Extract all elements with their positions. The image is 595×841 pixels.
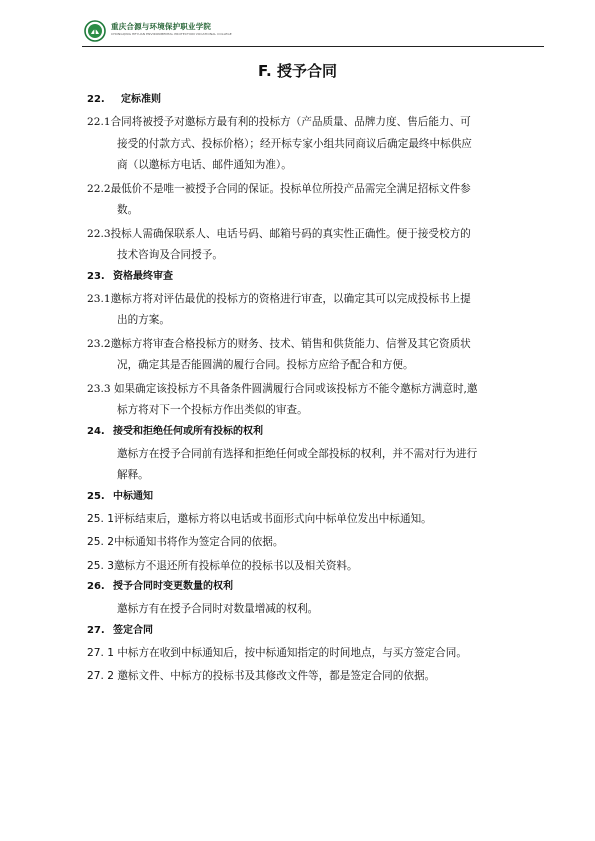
- clause-line: 邀标方在授予合同前有选择和拒绝任何或全部投标的权利，并不需对行为进行: [117, 447, 478, 460]
- college-logo-icon: [84, 20, 106, 42]
- clause-paragraph: [87, 379, 533, 422]
- clause-paragraph: [87, 334, 533, 377]
- section-number: 23.: [87, 270, 105, 282]
- clause-paragraph: [87, 289, 533, 332]
- clause-line: 27. 1 中标方在收到中标通知后，按中标通知指定的时间地点，与买方签定合同。: [87, 646, 467, 659]
- section-title: 中标通知: [113, 490, 153, 502]
- clause-number: 27. 2: [87, 670, 114, 682]
- clause-line: 邀标方有在授予合同时对数量增减的权利。: [117, 603, 319, 615]
- section-number: 22.: [87, 94, 105, 105]
- clause-paragraph: [87, 532, 533, 554]
- clause-line: 25. 2中标通知书将作为签定合同的依据。: [87, 536, 284, 548]
- clause-paragraph: [87, 179, 533, 222]
- clause-line: 技术咨询及合同授予。: [117, 249, 223, 261]
- clause-number: 25. 2: [87, 536, 114, 548]
- document-body: [87, 92, 533, 690]
- clause-number: 27. 1: [87, 646, 114, 659]
- section-title: 定标准则: [121, 94, 161, 105]
- clause-number: 23.1: [87, 292, 111, 305]
- clause-line: 接受的付款方式、投标价格）；经开标专家小组共同商议后确定最终中标供应: [117, 137, 472, 150]
- clause-line: 标方将对下一个投标方作出类似的审查。: [117, 404, 308, 416]
- clause-line: 数。: [117, 204, 139, 216]
- header-divider: [82, 46, 544, 47]
- section-heading: [87, 269, 533, 285]
- clause-paragraph: [87, 666, 533, 688]
- clause-number: 25. 1: [87, 512, 114, 525]
- clause-line: 22.3投标人需确保联系人、电话号码、邮箱号码的真实性正确性。便于接受校方的: [87, 227, 471, 240]
- clause-line: 出的方案。: [117, 314, 170, 326]
- clause-number: 23.2: [87, 337, 111, 350]
- clause-line: 23.2邀标方将审查合格投标方的财务、技术、销售和供货能力、信誉及其它资质状: [87, 337, 471, 350]
- clause-number: 25. 3: [87, 559, 114, 572]
- clause-number: 22.2: [87, 182, 111, 195]
- section-number: 26.: [87, 581, 105, 592]
- clause-line: 22.2最低价不是唯一被授予合同的保证。投标单位所投产品需完全满足招标文件参: [87, 182, 471, 195]
- section-title: 资格最终审查: [113, 270, 173, 282]
- clause-paragraph: [87, 224, 533, 267]
- clause-line: 25. 1评标结束后，邀标方将以电话或书面形式向中标单位发出中标通知。: [87, 512, 432, 525]
- clause-line: 27. 2 邀标文件、中标方的投标书及其修改文件等，都是签定合同的依据。: [87, 670, 436, 682]
- section-title: 接受和拒绝任何或所有投标的权利: [113, 425, 263, 437]
- clause-paragraph: [87, 444, 533, 487]
- page-title: F. 授予合同: [258, 62, 337, 80]
- section-title: 授予合同时变更数量的权利: [113, 581, 233, 592]
- clause-line: 商（以邀标方电话、邮件通知为准）。: [117, 159, 292, 171]
- section-heading: [87, 489, 533, 505]
- section-number: 24.: [87, 425, 105, 437]
- clause-line: 况，确定其是否能圆满的履行合同。投标方应给予配合和方便。: [117, 359, 414, 371]
- clause-line: 25. 3邀标方不退还所有投标单位的投标书以及相关资料。: [87, 559, 358, 572]
- clause-line: 23.3 如果确定该投标方不具备条件圆满履行合同或该投标方不能令邀标方满意时,邀: [87, 382, 478, 395]
- org-name: 重庆合源与环境保护职业学院: [111, 22, 212, 31]
- clause-paragraph: [87, 509, 533, 531]
- clause-line: 解释。: [117, 469, 149, 481]
- section-number: 27.: [87, 624, 105, 636]
- section-heading: [87, 579, 533, 595]
- page-header: [84, 18, 544, 46]
- section-heading: [87, 623, 533, 639]
- clause-number: 23.3: [87, 382, 111, 395]
- clause-paragraph: [87, 643, 533, 665]
- section-number: 25.: [87, 490, 105, 502]
- section-heading: [87, 424, 533, 440]
- clause-number: 22.3: [87, 227, 111, 240]
- clause-line: 22.1合同将被授予对邀标方最有利的投标方（产品质量、品牌力度、售后能力、可: [87, 116, 471, 128]
- clause-paragraph: [87, 599, 533, 621]
- section-title: 签定合同: [113, 624, 153, 636]
- org-subtitle: CHONGQING HEYUAN ENVIRONMENTAL PROTECTION VOCATIONAL COLLEGE: [111, 32, 232, 36]
- clause-line: 23.1邀标方将对评估最优的投标方的资格进行审查，以确定其可以完成投标书上提: [87, 292, 471, 305]
- clause-number: 22.1: [87, 116, 111, 128]
- section-heading: [87, 92, 533, 108]
- clause-paragraph: [87, 112, 533, 177]
- clause-paragraph: [87, 556, 533, 578]
